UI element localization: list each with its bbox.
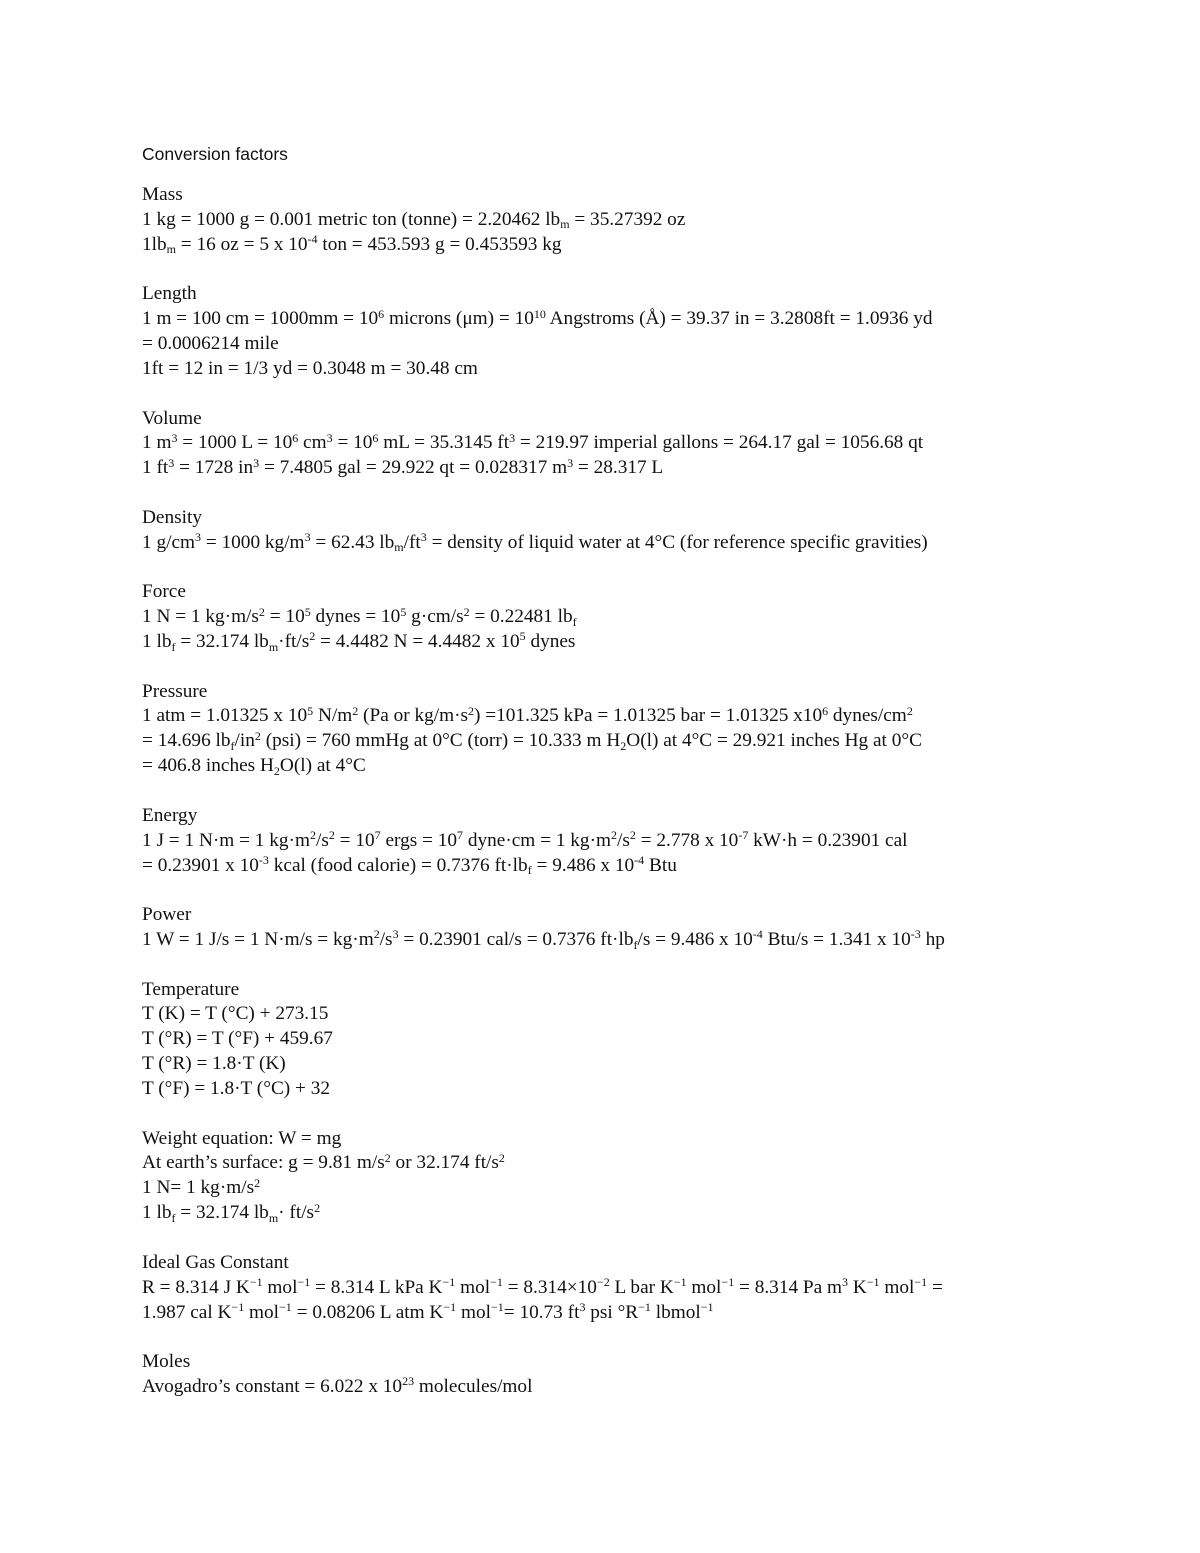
section-pressure	[142, 680, 1062, 779]
section-heading: Length	[142, 283, 197, 305]
conversion-line: T (°R) = 1.8·T (K)	[142, 1053, 286, 1075]
conversion-line: Avogadro’s constant = 6.022 x $10^{23}$ molecules/mol	[142, 1374, 533, 1397]
conversion-line: 1 N = 1 $kg\cdot m/s^2 = 10^5$ dynes = $10^5$ $g\cdot cm/s^2 = 0.22481$ $lb_f$	[142, 604, 577, 629]
section-heading: Pressure	[142, 680, 208, 702]
section-heading: Energy	[142, 804, 198, 826]
section-heading: Moles	[142, 1351, 191, 1373]
section-force	[142, 580, 1062, 655]
conversion-line: = 406.8 inches $H_2O(l)$ at 4°C	[142, 755, 366, 778]
section-volume	[142, 407, 1062, 482]
conversion-line: 1 $lb_f = 32.174$ $lb_m\cdot ft/s^2 = 4.4482$ N = 4.4482 x $10^5$ dynes	[142, 629, 576, 654]
section-heading: Power	[142, 904, 192, 926]
section-heading: Temperature	[142, 978, 240, 1000]
conversion-line: At earth’s surface: g = 9.81 $m/s^2$ or 32.174 $ft/s^2$	[142, 1150, 505, 1174]
conversion-line: 1 W = 1 J/s = 1 $N\cdot m/s = kg\cdot m^2/s^3 = 0.23901$ cal/s = 0.7376 $ft\cdot lb_f/s = 9.486$ x $10^{-4}$ Btu/s = 1.341 x $10^{-3}$ hp	[142, 927, 945, 952]
conversion-line: 1 $g/cm^3 = 1000$ $kg/m^3 = 62.43$ $lb_m/ft^3$ = density of liquid water at 4°C (for reference specific gravities)	[142, 530, 928, 555]
document-title: Conversion factors	[142, 144, 288, 164]
section-length	[142, 282, 1062, 381]
document-page	[142, 142, 1062, 1425]
conversion-line: 1 atm = 1.01325 x $10^5$ $N/m^2$ (Pa or $kg/m\cdot s^2) =101.325$ kPa = 1.01325 bar = 1.01325 $x10^6$ dynes/$cm^2$	[142, 703, 913, 727]
sections-container	[142, 183, 1062, 1400]
conversion-line: $1lb_m = 16$ oz = 5 x $10^{-4}$ ton = 453.593 g = 0.453593 kg	[142, 232, 562, 257]
conversion-line: 1 kg = 1000 g = 0.001 metric ton (tonne) = 2.20462 $lb_m = 35.27392$ oz	[142, 208, 686, 232]
section-temperature	[142, 978, 1062, 1102]
section-heading: Force	[142, 581, 186, 603]
conversion-line: = 14.696 $lb_f/in^2$ (psi) = 760 mmHg at 0°C (torr) = 10.333 m $H_2O(l)$ at 4°C = 29.921 inches Hg at 0°C	[142, 728, 922, 753]
conversion-line: T (K) = T (°C) + 273.15	[142, 1003, 329, 1025]
section-mass	[142, 183, 1062, 258]
conversion-line: = 0.0006214 mile	[142, 333, 279, 355]
section-weight	[142, 1127, 1062, 1226]
section-heading: Mass	[142, 184, 183, 205]
section-energy	[142, 804, 1062, 879]
conversion-line: 1ft = 12 in = 1/3 yd = 0.3048 m = 30.48 cm	[142, 357, 478, 379]
conversion-line: 1.987 cal $K^{-1}$ mol$^{-1}$ = 0.08206 L atm $K^{-1}$ mol$^{-1}$= 10.73 $ft^3$ psi $^\circ R^{-1}$ lbmol$^{-1}$	[142, 1299, 714, 1323]
conversion-line: 1 $lb_f = 32.174$ $lb_m\cdot ft/s^2$	[142, 1200, 321, 1225]
section-moles	[142, 1350, 1062, 1400]
section-heading: Volume	[142, 407, 202, 429]
conversion-line: R = 8.314 J $K^{-1}$ mol$^{-1}$ = 8.314 L kPa $K^{-1}$ $mol^{-1} = 8.314\times 10^{-2}$ L bar $K^{-1}$ mol$^{-1}$ = 8.314 Pa $m^3$ $K^{-1}$ mol$^{-1}$ =	[142, 1275, 943, 1298]
conversion-line: T (°R) = T (°F) + 459.67	[142, 1028, 333, 1050]
conversion-line: 1 m = 100 cm = $1000mm = 10^6$ microns $(\mu m) = 10^{10}$ Angstroms (Å) = 39.37 in = 3.2808ft = 1.0936 yd	[142, 306, 933, 330]
conversion-line: 1 J = 1 N·m = 1 $kg\cdot m^2/s^2 = 10^7$ ergs = $10^7$ dyne·cm = 1 $kg\cdot m^2/s^2 = 2.778$ x $10^{-7}$ kW·h = 0.23901 cal	[142, 828, 908, 851]
conversion-line: = 0.23901 x $10^{-3}$ kcal (food calorie) = 0.7376 $ft\cdot lb_f = 9.486$ x $10^{-4}$ Btu	[142, 852, 677, 878]
section-heading: Density	[142, 506, 202, 528]
conversion-line: 1 N= 1 $kg\cdot m/s^2$	[142, 1175, 261, 1199]
section-heading: Ideal Gas Constant	[142, 1251, 289, 1273]
section-density	[142, 506, 1062, 556]
section-power	[142, 903, 1062, 953]
conversion-line: 1 $m^3 = 1000$ $L = 10^6$ $cm^3 = 10^6$ mL = 35.3145 $ft^3 = 219.97$ imperial gallons = 264.17 gal = 1056.68 qt	[142, 430, 924, 454]
conversion-line: 1 $ft^3 = 1728$ $in^3 = 7.4805$ gal = 29.922 qt = 0.028317 $m^3 = 28.317$ L	[142, 455, 664, 479]
section-heading: Weight equation: W = mg	[142, 1127, 342, 1149]
section-gas-constant	[142, 1251, 1062, 1326]
conversion-line: T (°F) = 1.8·T (°C) + 32	[142, 1078, 331, 1099]
